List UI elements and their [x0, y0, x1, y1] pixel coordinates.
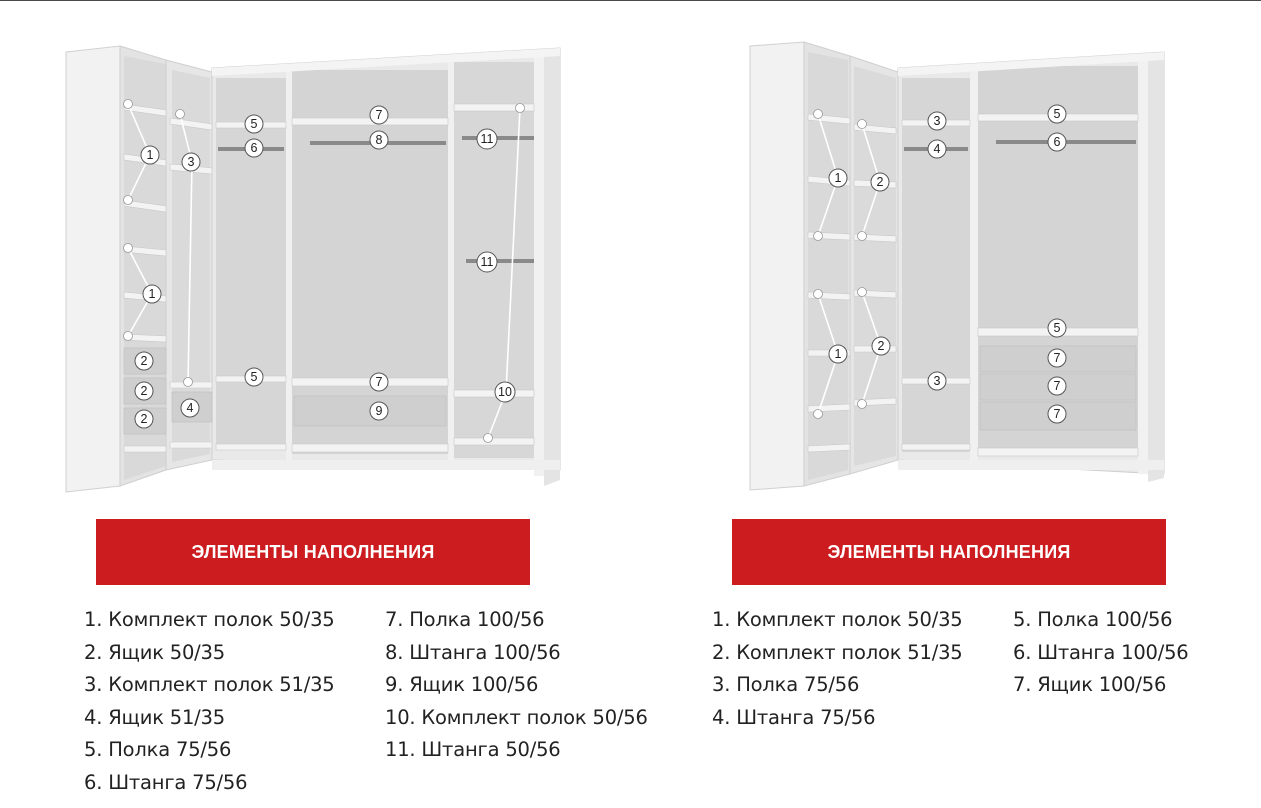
legend-item: 4. Ящик 51/35 — [84, 705, 225, 729]
svg-text:6: 6 — [1053, 135, 1061, 149]
svg-text:1: 1 — [148, 287, 156, 301]
marker — [928, 372, 946, 390]
svg-text:2: 2 — [876, 175, 884, 189]
svg-text:7: 7 — [1053, 407, 1061, 421]
marker — [143, 285, 161, 303]
svg-text:10: 10 — [498, 385, 512, 399]
legend-item: 11. Штанга 50/56 — [385, 738, 561, 761]
svg-text:1: 1 — [834, 347, 842, 361]
marker — [1048, 319, 1066, 337]
marker — [477, 252, 497, 272]
marker — [245, 368, 263, 386]
marker — [245, 115, 263, 133]
marker — [370, 373, 388, 391]
svg-text:7: 7 — [1053, 379, 1061, 393]
svg-text:1: 1 — [146, 148, 154, 162]
marker — [182, 153, 200, 171]
svg-text:5: 5 — [1053, 321, 1061, 335]
marker — [141, 146, 159, 164]
marker — [1048, 405, 1066, 423]
legend-item: 1. Комплект полок 50/35 — [712, 608, 963, 631]
svg-text:4: 4 — [186, 401, 194, 415]
legend-item: 8. Штанга 100/56 — [385, 640, 561, 664]
legend-item: 3. Комплект полок 51/35 — [84, 673, 335, 696]
right-wardrobe-illustration — [740, 0, 1200, 500]
legend-item: 6. Штанга 100/56 — [1013, 640, 1189, 664]
left-banner: ЭЛЕМЕНТЫ НАПОЛНЕНИЯ — [96, 519, 530, 585]
svg-text:3: 3 — [933, 374, 941, 388]
marker — [181, 399, 199, 417]
svg-text:2: 2 — [140, 354, 148, 368]
svg-text:2: 2 — [140, 384, 148, 398]
legend-item: 2. Ящик 50/35 — [84, 640, 225, 664]
left-legend-col1 — [84, 604, 334, 799]
marker — [477, 129, 497, 149]
legend-item: 2. Комплект полок 51/35 — [712, 640, 963, 664]
legend-item: 4. Штанга 75/56 — [712, 705, 876, 729]
svg-text:5: 5 — [250, 117, 258, 131]
legend-item: 7. Полка 100/56 — [385, 608, 545, 631]
legend-item: 10. Комплект полок 50/56 — [385, 705, 648, 729]
marker — [1048, 349, 1066, 367]
right-banner: ЭЛЕМЕНТЫ НАПОЛНЕНИЯ — [732, 519, 1166, 585]
svg-text:3: 3 — [933, 114, 941, 128]
svg-text:11: 11 — [480, 132, 494, 146]
right-legend-col2 — [1013, 604, 1189, 702]
svg-text:5: 5 — [1053, 107, 1061, 121]
svg-text:2: 2 — [877, 339, 885, 353]
svg-text:1: 1 — [834, 171, 842, 185]
legend-item: 7. Ящик 100/56 — [1013, 673, 1167, 696]
marker — [872, 337, 890, 355]
legend-item: 9. Ящик 100/56 — [385, 673, 539, 696]
marker — [135, 410, 153, 428]
svg-text:6: 6 — [250, 141, 258, 155]
marker — [245, 139, 263, 157]
svg-text:4: 4 — [933, 142, 941, 156]
marker — [928, 140, 946, 158]
left-wardrobe-illustration — [0, 0, 620, 500]
svg-text:3: 3 — [187, 155, 195, 169]
marker — [1048, 377, 1066, 395]
marker — [370, 106, 388, 124]
marker — [370, 131, 388, 149]
svg-text:11: 11 — [480, 255, 494, 269]
marker — [370, 402, 388, 420]
marker — [1048, 133, 1066, 151]
legend-item: 1. Комплект полок 50/35 — [84, 608, 335, 631]
svg-text:9: 9 — [375, 404, 383, 418]
legend-item: 3. Полка 75/56 — [712, 673, 860, 696]
svg-text:5: 5 — [250, 370, 258, 384]
svg-text:2: 2 — [140, 412, 148, 426]
right-legend-col1 — [712, 604, 962, 734]
marker — [135, 352, 153, 370]
left-legend-col2 — [385, 604, 648, 767]
marker — [135, 382, 153, 400]
marker — [871, 173, 889, 191]
svg-text:8: 8 — [375, 133, 383, 147]
svg-text:7: 7 — [1053, 351, 1061, 365]
marker — [495, 382, 515, 402]
svg-text:7: 7 — [375, 108, 383, 122]
marker — [928, 112, 946, 130]
legend-item: 6. Штанга 75/56 — [84, 770, 248, 794]
marker — [1048, 105, 1066, 123]
marker — [829, 169, 847, 187]
marker — [829, 345, 847, 363]
legend-item: 5. Полка 75/56 — [84, 738, 232, 761]
legend-item: 5. Полка 100/56 — [1013, 608, 1173, 631]
svg-text:7: 7 — [375, 375, 383, 389]
